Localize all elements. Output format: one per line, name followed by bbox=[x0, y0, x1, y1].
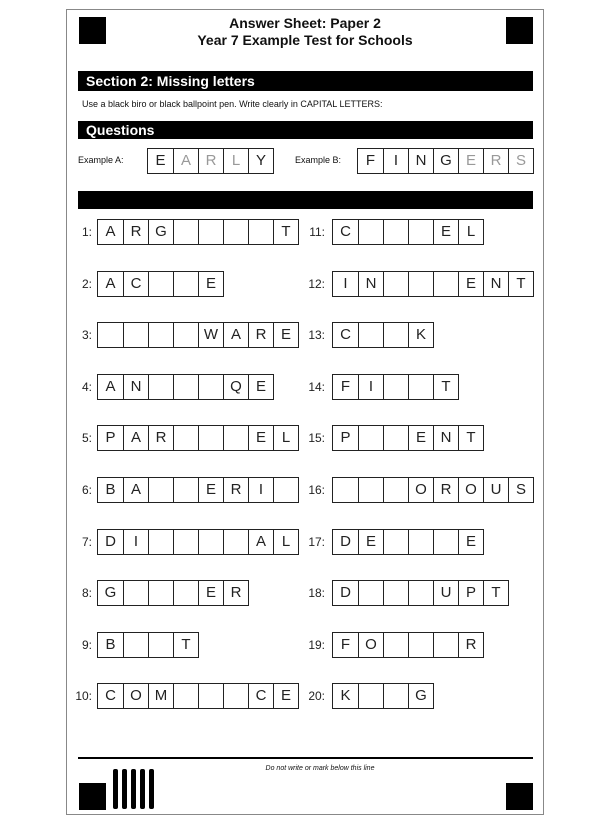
blank-letter-box[interactable] bbox=[383, 581, 408, 605]
given-letter-box: R bbox=[433, 478, 458, 502]
example-a-boxes bbox=[147, 148, 274, 174]
given-letter-box: N bbox=[123, 375, 148, 399]
blank-letter-box[interactable] bbox=[148, 478, 173, 502]
question-number: 9: bbox=[81, 638, 92, 652]
blank-letter-box[interactable] bbox=[148, 272, 173, 296]
blank-letter-box[interactable] bbox=[173, 478, 198, 502]
given-letter-box: L bbox=[458, 220, 483, 244]
given-letter-box: A bbox=[105, 275, 116, 292]
question-number: 1: bbox=[81, 225, 92, 239]
example-letter-box: R bbox=[483, 149, 508, 173]
blank-letter-box[interactable] bbox=[383, 684, 408, 708]
question-number: 13: bbox=[308, 328, 325, 342]
question-number: 7: bbox=[81, 535, 92, 549]
blank-letter-box[interactable] bbox=[148, 323, 173, 347]
given-letter-box: T bbox=[458, 426, 483, 450]
given-letter-box: K bbox=[408, 323, 433, 347]
registration-mark-bottom-left bbox=[79, 783, 106, 810]
blank-letter-box[interactable] bbox=[358, 478, 383, 502]
blank-letter-box[interactable] bbox=[333, 478, 358, 502]
given-letter-box: F bbox=[340, 378, 351, 395]
question-number: 16: bbox=[308, 483, 325, 497]
given-letter-box: R bbox=[123, 220, 148, 244]
answer-boxes-q5 bbox=[97, 425, 299, 451]
answer-boxes-q19 bbox=[332, 632, 484, 658]
answer-boxes-q4 bbox=[97, 374, 274, 400]
question-number: 12: bbox=[308, 277, 325, 291]
blank-letter-box[interactable] bbox=[123, 633, 148, 657]
given-letter-box: N bbox=[358, 272, 383, 296]
given-letter-box: T bbox=[173, 633, 198, 657]
given-letter-box: S bbox=[508, 478, 533, 502]
answer-boxes-q12 bbox=[332, 271, 534, 297]
blank-letter-box[interactable] bbox=[223, 530, 248, 554]
answer-boxes-q15 bbox=[332, 425, 484, 451]
given-letter-box: F bbox=[340, 636, 351, 653]
blank-letter-box[interactable] bbox=[148, 530, 173, 554]
footer-note: Do not write or mark below this line bbox=[265, 765, 375, 772]
given-letter-box: C bbox=[105, 687, 116, 704]
example-letter-box: R bbox=[198, 149, 223, 173]
given-letter-box: B bbox=[105, 636, 116, 653]
blank-letter-box[interactable] bbox=[198, 684, 223, 708]
given-letter-box: D bbox=[340, 584, 351, 601]
blank-letter-box[interactable] bbox=[408, 272, 433, 296]
given-letter-box: I bbox=[343, 275, 348, 292]
blank-letter-box[interactable] bbox=[148, 633, 173, 657]
answer-boxes-q16 bbox=[332, 477, 534, 503]
question-number: 4: bbox=[81, 380, 92, 394]
blank-letter-box[interactable] bbox=[358, 684, 383, 708]
given-letter-box: D bbox=[340, 533, 351, 550]
given-letter-box: O bbox=[358, 633, 383, 657]
given-letter-box: A bbox=[123, 478, 148, 502]
given-letter-box: E bbox=[248, 426, 273, 450]
blank-letter-box[interactable] bbox=[173, 220, 198, 244]
footer-rule bbox=[78, 757, 533, 759]
example-letter-box: E bbox=[458, 149, 483, 173]
given-letter-box: I bbox=[358, 375, 383, 399]
given-letter-box: I bbox=[123, 530, 148, 554]
blank-letter-box[interactable] bbox=[173, 272, 198, 296]
given-letter-box: E bbox=[198, 478, 223, 502]
given-letter-box: A bbox=[105, 223, 116, 240]
given-letter-box: A bbox=[223, 323, 248, 347]
blank-letter-box[interactable] bbox=[198, 530, 223, 554]
blank-letter-box[interactable] bbox=[98, 323, 123, 347]
given-letter-box: E bbox=[358, 530, 383, 554]
answer-boxes-q8 bbox=[97, 580, 249, 606]
sheet-subtitle: Year 7 Example Test for Schools bbox=[197, 32, 413, 48]
given-letter-box: U bbox=[433, 581, 458, 605]
example-letter-box: L bbox=[223, 149, 248, 173]
question-number: 11: bbox=[309, 225, 325, 239]
answer-boxes-q9 bbox=[97, 632, 199, 658]
answer-boxes-q11 bbox=[332, 219, 484, 245]
given-letter-box: E bbox=[433, 220, 458, 244]
blank-letter-box[interactable] bbox=[358, 323, 383, 347]
example-letter-box: N bbox=[408, 149, 433, 173]
given-letter-box: M bbox=[148, 684, 173, 708]
example-a-label: Example A: bbox=[78, 155, 124, 165]
given-letter-box: N bbox=[483, 272, 508, 296]
registration-mark-top-right bbox=[506, 17, 533, 44]
given-letter-box: R bbox=[148, 426, 173, 450]
blank-letter-box[interactable] bbox=[273, 478, 298, 502]
blank-letter-box[interactable] bbox=[148, 375, 173, 399]
blank-letter-box[interactable] bbox=[173, 375, 198, 399]
barcode-icon bbox=[113, 769, 163, 809]
example-letter-box: Y bbox=[248, 149, 273, 173]
blank-letter-box[interactable] bbox=[433, 272, 458, 296]
blank-letter-box[interactable] bbox=[223, 684, 248, 708]
blank-letter-box[interactable] bbox=[173, 684, 198, 708]
question-number: 10: bbox=[75, 689, 92, 703]
question-number: 6: bbox=[81, 483, 92, 497]
given-letter-box: Q bbox=[223, 375, 248, 399]
blank-letter-box[interactable] bbox=[383, 323, 408, 347]
given-letter-box: C bbox=[340, 326, 351, 343]
given-letter-box: T bbox=[483, 581, 508, 605]
sheet-title: Answer Sheet: Paper 2 bbox=[229, 15, 381, 31]
blank-letter-box[interactable] bbox=[123, 581, 148, 605]
answer-boxes-q17 bbox=[332, 529, 484, 555]
question-number: 5: bbox=[81, 431, 92, 445]
registration-mark-bottom-right bbox=[506, 783, 533, 810]
example-letter-box: G bbox=[433, 149, 458, 173]
given-letter-box: B bbox=[105, 481, 116, 498]
given-letter-box: E bbox=[408, 426, 433, 450]
given-letter-box: L bbox=[273, 530, 298, 554]
answer-boxes-q20 bbox=[332, 683, 434, 709]
given-letter-box: O bbox=[123, 684, 148, 708]
example-letter-box: E bbox=[155, 152, 166, 169]
example-letter-box: I bbox=[383, 149, 408, 173]
divider-bar bbox=[78, 191, 533, 209]
given-letter-box: E bbox=[248, 375, 273, 399]
blank-letter-box[interactable] bbox=[198, 426, 223, 450]
given-letter-box: O bbox=[458, 478, 483, 502]
answer-boxes-q6 bbox=[97, 477, 299, 503]
given-letter-box: G bbox=[148, 220, 173, 244]
given-letter-box: E bbox=[198, 272, 223, 296]
given-letter-box: L bbox=[273, 426, 298, 450]
question-number: 17: bbox=[308, 535, 325, 549]
blank-letter-box[interactable] bbox=[358, 426, 383, 450]
blank-letter-box[interactable] bbox=[408, 220, 433, 244]
blank-letter-box[interactable] bbox=[223, 220, 248, 244]
answer-boxes-q10 bbox=[97, 683, 299, 709]
blank-letter-box[interactable] bbox=[408, 581, 433, 605]
given-letter-box: E bbox=[198, 581, 223, 605]
question-number: 19: bbox=[308, 638, 325, 652]
answer-boxes-q18 bbox=[332, 580, 509, 606]
given-letter-box: U bbox=[483, 478, 508, 502]
blank-letter-box[interactable] bbox=[198, 220, 223, 244]
answer-boxes-q2 bbox=[97, 271, 224, 297]
given-letter-box: E bbox=[458, 530, 483, 554]
instructions: Use a black biro or black ballpoint pen. Write clearly in CAPITAL LETTERS: bbox=[82, 99, 383, 109]
blank-letter-box[interactable] bbox=[383, 272, 408, 296]
given-letter-box: R bbox=[223, 478, 248, 502]
given-letter-box: K bbox=[340, 687, 351, 704]
blank-letter-box[interactable] bbox=[383, 478, 408, 502]
answer-boxes-q14 bbox=[332, 374, 459, 400]
blank-letter-box[interactable] bbox=[223, 426, 248, 450]
given-letter-box: A bbox=[248, 530, 273, 554]
given-letter-box: R bbox=[248, 323, 273, 347]
blank-letter-box[interactable] bbox=[173, 426, 198, 450]
answer-boxes-q3 bbox=[97, 322, 299, 348]
question-number: 15: bbox=[308, 431, 325, 445]
blank-letter-box[interactable] bbox=[358, 581, 383, 605]
given-letter-box: A bbox=[123, 426, 148, 450]
blank-letter-box[interactable] bbox=[123, 323, 148, 347]
blank-letter-box[interactable] bbox=[383, 220, 408, 244]
blank-letter-box[interactable] bbox=[173, 323, 198, 347]
given-letter-box: T bbox=[273, 220, 298, 244]
given-letter-box: W bbox=[198, 323, 223, 347]
question-number: 20: bbox=[308, 689, 325, 703]
blank-letter-box[interactable] bbox=[198, 375, 223, 399]
given-letter-box: G bbox=[408, 684, 433, 708]
blank-letter-box[interactable] bbox=[173, 581, 198, 605]
blank-letter-box[interactable] bbox=[248, 220, 273, 244]
blank-letter-box[interactable] bbox=[173, 530, 198, 554]
question-number: 14: bbox=[308, 380, 325, 394]
given-letter-box: I bbox=[248, 478, 273, 502]
blank-letter-box[interactable] bbox=[148, 581, 173, 605]
given-letter-box: G bbox=[104, 584, 117, 601]
given-letter-box: R bbox=[223, 581, 248, 605]
answer-boxes-q7 bbox=[97, 529, 299, 555]
example-b-boxes bbox=[357, 148, 534, 174]
example-letter-box: S bbox=[508, 149, 533, 173]
blank-letter-box[interactable] bbox=[358, 220, 383, 244]
given-letter-box: E bbox=[273, 684, 298, 708]
questions-heading: Questions bbox=[78, 121, 533, 139]
question-number: 2: bbox=[81, 277, 92, 291]
given-letter-box: R bbox=[458, 633, 483, 657]
example-letter-box: F bbox=[365, 152, 376, 169]
given-letter-box: P bbox=[105, 429, 116, 446]
given-letter-box: N bbox=[433, 426, 458, 450]
blank-letter-box[interactable] bbox=[383, 426, 408, 450]
blank-letter-box[interactable] bbox=[383, 530, 408, 554]
blank-letter-box[interactable] bbox=[383, 375, 408, 399]
blank-letter-box[interactable] bbox=[433, 530, 458, 554]
section-heading: Section 2: Missing letters bbox=[78, 71, 533, 91]
given-letter-box: O bbox=[408, 478, 433, 502]
answer-boxes-q13 bbox=[332, 322, 434, 348]
question-number: 18: bbox=[308, 586, 325, 600]
given-letter-box: P bbox=[340, 429, 351, 446]
given-letter-box: C bbox=[123, 272, 148, 296]
example-letter-box: A bbox=[173, 149, 198, 173]
answer-boxes-q1 bbox=[97, 219, 299, 245]
given-letter-box: E bbox=[273, 323, 298, 347]
registration-mark-top-left bbox=[79, 17, 106, 44]
given-letter-box: T bbox=[433, 375, 458, 399]
given-letter-box: C bbox=[340, 223, 351, 240]
given-letter-box: C bbox=[248, 684, 273, 708]
blank-letter-box[interactable] bbox=[408, 530, 433, 554]
example-b-label: Example B: bbox=[295, 155, 342, 165]
given-letter-box: P bbox=[458, 581, 483, 605]
blank-letter-box[interactable] bbox=[408, 375, 433, 399]
blank-letter-box[interactable] bbox=[408, 633, 433, 657]
blank-letter-box[interactable] bbox=[433, 633, 458, 657]
question-number: 8: bbox=[81, 586, 92, 600]
given-letter-box: A bbox=[105, 378, 116, 395]
blank-letter-box[interactable] bbox=[383, 633, 408, 657]
question-number: 3: bbox=[81, 328, 92, 342]
given-letter-box: D bbox=[105, 533, 116, 550]
given-letter-box: E bbox=[458, 272, 483, 296]
given-letter-box: T bbox=[508, 272, 533, 296]
